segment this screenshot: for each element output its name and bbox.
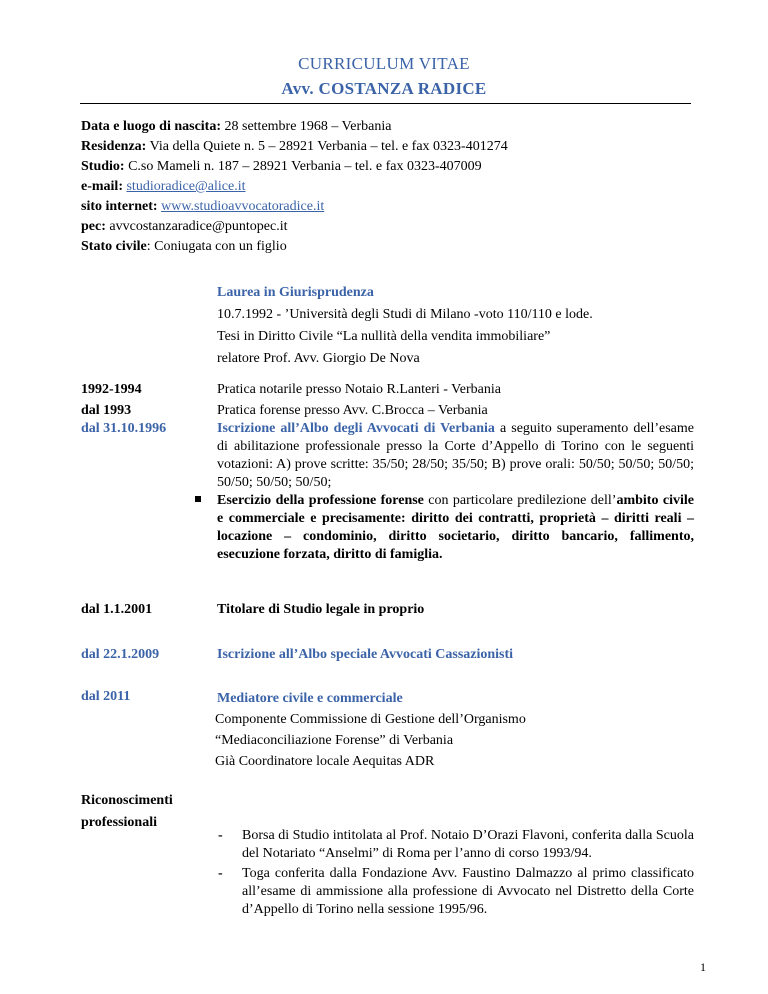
practice-text-1: Pratica notarile presso Notaio R.Lanteri - Verbania [217, 382, 501, 397]
albo-date: dal 31.10.1996 [81, 421, 167, 436]
pec-value: avvcostanzaradice@puntopec.it [105, 219, 288, 234]
page-number: 1 [700, 960, 706, 974]
residence-value: Via della Quiete n. 5 – 28921 Verbania – tel. e fax 0323-401274 [146, 139, 508, 154]
practice-text-2: Pratica forense presso Avv. C.Brocca – Verbania [217, 403, 488, 418]
own-studio-date: dal 1.1.2001 [81, 602, 153, 617]
header-divider [80, 103, 691, 104]
mediatore-section [217, 688, 694, 772]
degree-line-2: Tesi in Diritto Civile “La nullità della vendita immobiliare” [217, 329, 551, 344]
personal-info [81, 117, 701, 257]
civil-status-row [81, 237, 701, 257]
award-item-1-text: Borsa di Studio intitolata al Prof. Notaio D’Orazi Flavoni, conferita dalla Scuola del Notariato “Anselmi” di Roma per l’anno di corso 1993/94. [242, 828, 694, 861]
document-title: CURRICULUM VITAE [298, 54, 470, 73]
awards-label-line-1: Riconoscimenti [81, 793, 173, 808]
pec-label: pec: [81, 219, 106, 234]
residence-row [81, 137, 701, 157]
pec-row [81, 217, 701, 237]
mediatore-line-2: “Mediaconciliazione Forense” di Verbania [215, 733, 454, 748]
award-item [218, 865, 694, 919]
albo-text: a seguito superamento dell’esame di abilitazione professionale presso la Corte d’Appello di Torino con le seguenti votazioni: A) prove scritte: 35/50; 28/50; 35/50; B) prove orali: 50/50; 50/50; 50/50; 50/50; 50/50; 50/50; [217, 421, 694, 490]
awards-label [81, 790, 173, 834]
award-item [218, 827, 694, 863]
practice-dates [81, 379, 142, 421]
practice-date-1: 1992-1994 [81, 382, 142, 397]
degree-line-1: 10.7.1992 - ’Università degli Studi di Milano -voto 110/110 e lode. [217, 307, 593, 322]
birth-row [81, 117, 701, 137]
email-row [81, 177, 701, 197]
studio-row [81, 157, 701, 177]
dash-bullet: - [218, 866, 223, 881]
degree-title: Laurea in Giurisprudenza [217, 285, 374, 300]
cassazione-date: dal 22.1.2009 [81, 647, 160, 662]
website-link[interactable]: www.studioavvocatoradice.it [161, 199, 325, 214]
albo-bullet-bold-2: ambito civile e commerciale e precisamente: diritto dei contratti, proprietà – diritti reali – locazione – condominio, diritto societario, diritto bancario, fallimento, esecuzione forzata, diritto di famiglia. [217, 493, 694, 562]
studio-value: C.so Mameli n. 187 – 28921 Verbania – tel. e fax 0323-407009 [124, 159, 482, 174]
person-name: Avv. COSTANZA RADICE [281, 79, 487, 98]
albo-title: Iscrizione all’Albo degli Avvocati di Verbania [217, 421, 495, 436]
website-label: sito internet: [81, 199, 158, 214]
studio-label: Studio: [81, 159, 125, 174]
mediatore-line-3: Già Coordinatore locale Aequitas ADR [215, 754, 435, 769]
own-studio-text: Titolare di Studio legale in proprio [217, 602, 425, 617]
albo-bullet-bold: Esercizio della professione forense [217, 493, 424, 508]
cassazione-text: Iscrizione all’Albo speciale Avvocati Cassazionisti [217, 647, 514, 662]
albo-section [217, 420, 694, 564]
albo-bullet-text: con particolare predilezione dell’ [423, 493, 617, 508]
practice-date-2: dal 1993 [81, 403, 132, 418]
civil-status-label: Stato civile [81, 239, 147, 254]
degree-section [217, 282, 694, 370]
mediatore-date: dal 2011 [81, 689, 131, 704]
email-label: e-mail: [81, 179, 123, 194]
albo-paragraph [217, 420, 694, 492]
awards-label-line-2: professionali [81, 815, 157, 830]
practice-texts [217, 379, 694, 421]
awards-list [218, 827, 694, 919]
email-link[interactable]: studioradice@alice.it [126, 179, 246, 194]
birth-value: 28 settembre 1968 – Verbania [221, 119, 392, 134]
square-bullet-icon [195, 496, 201, 502]
award-item-2-text: Toga conferita dalla Fondazione Avv. Faustino Dalmazzo al primo classificato all’esame di ammissione alla professione di Avvocato nel Distretto della Corte d’Appello di Torino nella sessione 1995/96. [242, 866, 694, 917]
degree-line-3: relatore Prof. Avv. Giorgio De Nova [217, 351, 420, 366]
website-row [81, 197, 701, 217]
albo-bullet-item [217, 492, 694, 564]
civil-status-value: : Coniugata con un figlio [146, 239, 287, 254]
mediatore-line-1: Componente Commissione di Gestione dell’Organismo [215, 712, 526, 727]
mediatore-title: Mediatore civile e commerciale [217, 691, 403, 706]
birth-label: Data e luogo di nascita: [81, 119, 221, 134]
residence-label: Residenza: [81, 139, 147, 154]
dash-bullet: - [218, 828, 223, 843]
